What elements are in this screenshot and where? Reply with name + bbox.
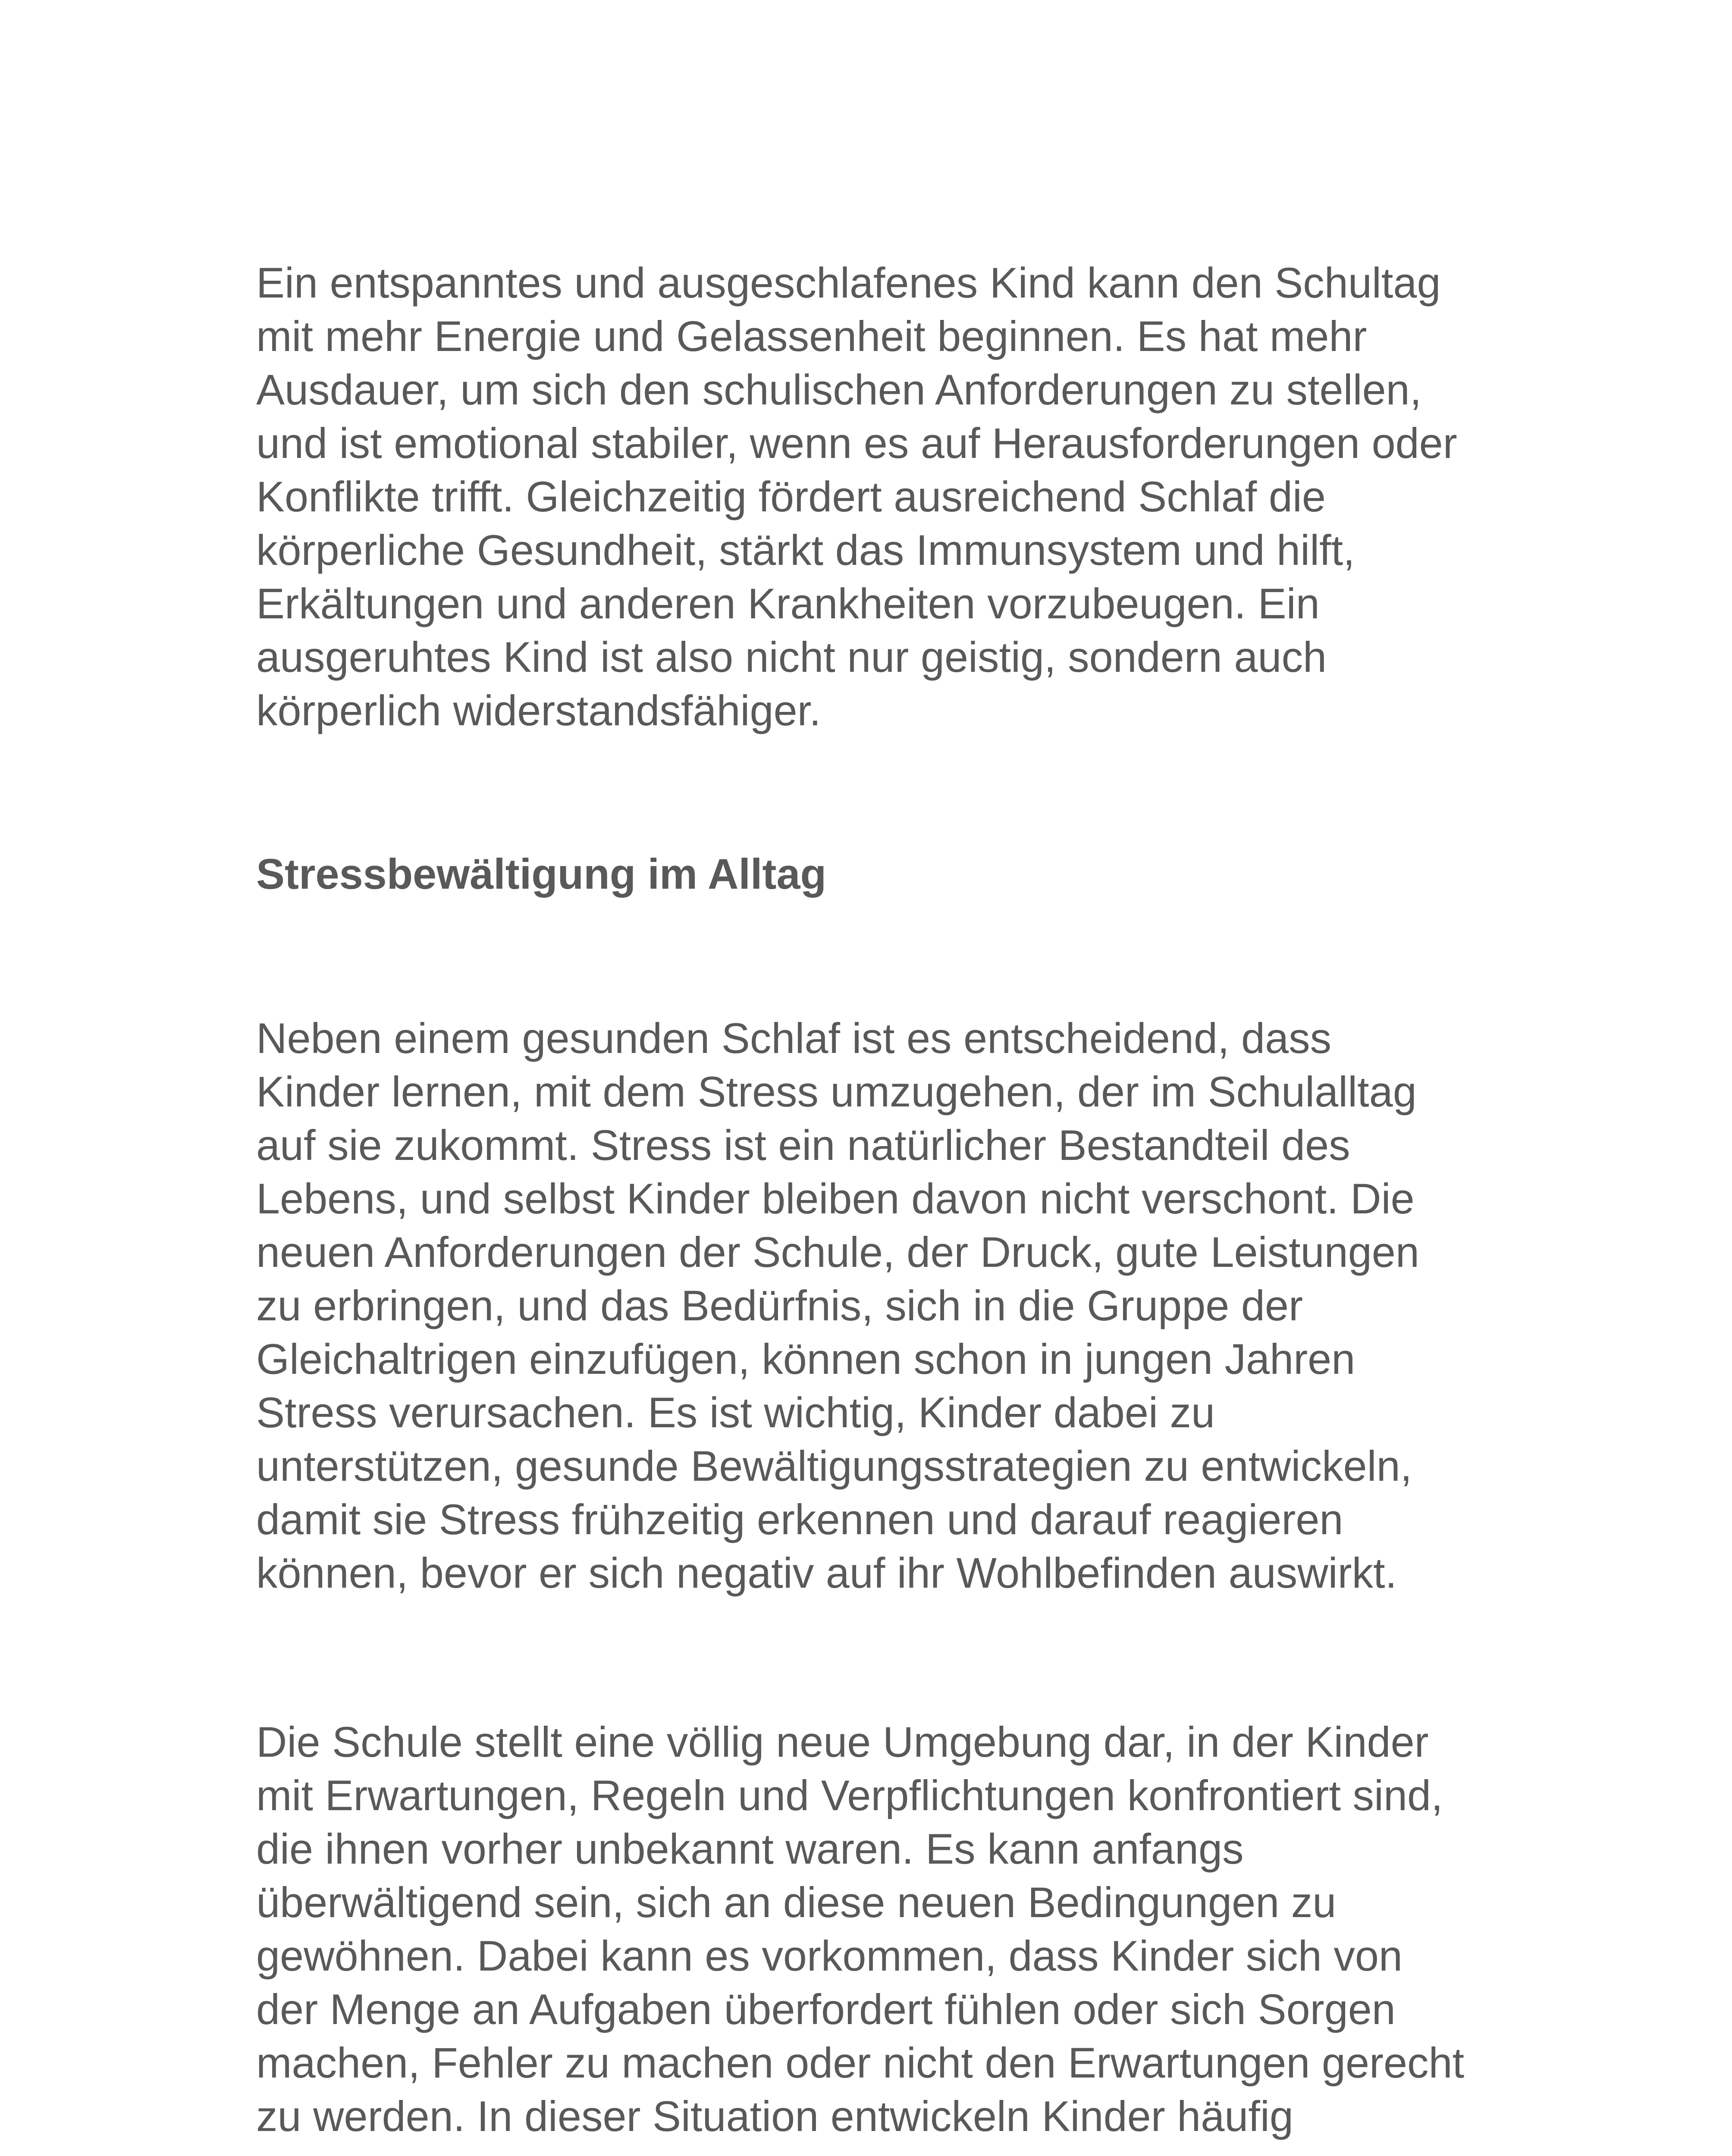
text-line: unterstützen, gesunde Bewältigungsstrategien zu entwickeln, <box>256 1442 1412 1490</box>
text-line: Lebens, und selbst Kinder bleiben davon nicht verschont. Die <box>256 1175 1415 1222</box>
text-line: ausgeruhtes Kind ist also nicht nur geistig, sondern auch <box>256 633 1327 681</box>
text-line: gewöhnen. Dabei kann es vorkommen, dass Kinder sich von <box>256 1932 1403 1980</box>
text-line: damit sie Stress frühzeitig erkennen und darauf reagieren <box>256 1495 1343 1543</box>
text-line: Ein entspanntes und ausgeschlafenes Kind kann den Schultag <box>256 259 1441 307</box>
text-line: Erkältungen und anderen Krankheiten vorzubeugen. Ein <box>256 580 1320 627</box>
text-line: Stress verursachen. Es ist wichtig, Kinder dabei zu <box>256 1388 1215 1436</box>
text-line: der Menge an Aufgaben überfordert fühlen oder sich Sorgen <box>256 1985 1396 2033</box>
text-line: mit Erwartungen, Regeln und Verpflichtungen konfrontiert sind, <box>256 1771 1443 1819</box>
text-line: und ist emotional stabiler, wenn es auf Herausforderungen oder <box>256 419 1457 467</box>
section-heading: Stressbewältigung im Alltag <box>256 850 827 898</box>
text-line: Konflikte trifft. Gleichzeitig fördert ausreichend Schlaf die <box>256 473 1326 520</box>
text-line: Ausdauer, um sich den schulischen Anforderungen zu stellen, <box>256 366 1422 414</box>
text-line: Neben einem gesunden Schlaf ist es entscheidend, dass <box>256 1014 1332 1062</box>
text-line: zu erbringen, und das Bedürfnis, sich in die Gruppe der <box>256 1282 1303 1329</box>
text-line: neuen Anforderungen der Schule, der Druck, gute Leistungen <box>256 1228 1419 1276</box>
text-line: zu werden. In dieser Situation entwickeln Kinder häufig <box>256 2092 1293 2140</box>
text-line: die ihnen vorher unbekannt waren. Es kann anfangs <box>256 1825 1244 1873</box>
text-line: körperlich widerstandsfähiger. <box>256 686 821 734</box>
text-line: können, bevor er sich negativ auf ihr Wohlbefinden auswirkt. <box>256 1549 1397 1597</box>
paragraph-school-environment <box>256 1715 1533 2143</box>
text-line: körperliche Gesundheit, stärkt das Immunsystem und hilft, <box>256 526 1355 574</box>
paragraph-sleep-benefits <box>256 256 1533 737</box>
paragraph-stress-intro <box>256 1012 1533 1600</box>
text-line: mit mehr Energie und Gelassenheit beginnen. Es hat mehr <box>256 312 1367 360</box>
text-line: Gleichaltrigen einzufügen, können schon in jungen Jahren <box>256 1335 1355 1383</box>
text-line: Kinder lernen, mit dem Stress umzugehen, der im Schulalltag <box>256 1068 1417 1116</box>
text-line: auf sie zukommt. Stress ist ein natürlicher Bestandteil des <box>256 1121 1350 1169</box>
text-line: überwältigend sein, sich an diese neuen Bedingungen zu <box>256 1878 1337 1926</box>
text-line: Die Schule stellt eine völlig neue Umgebung dar, in der Kinder <box>256 1718 1429 1766</box>
text-line: machen, Fehler zu machen oder nicht den Erwartungen gerecht <box>256 2039 1465 2087</box>
